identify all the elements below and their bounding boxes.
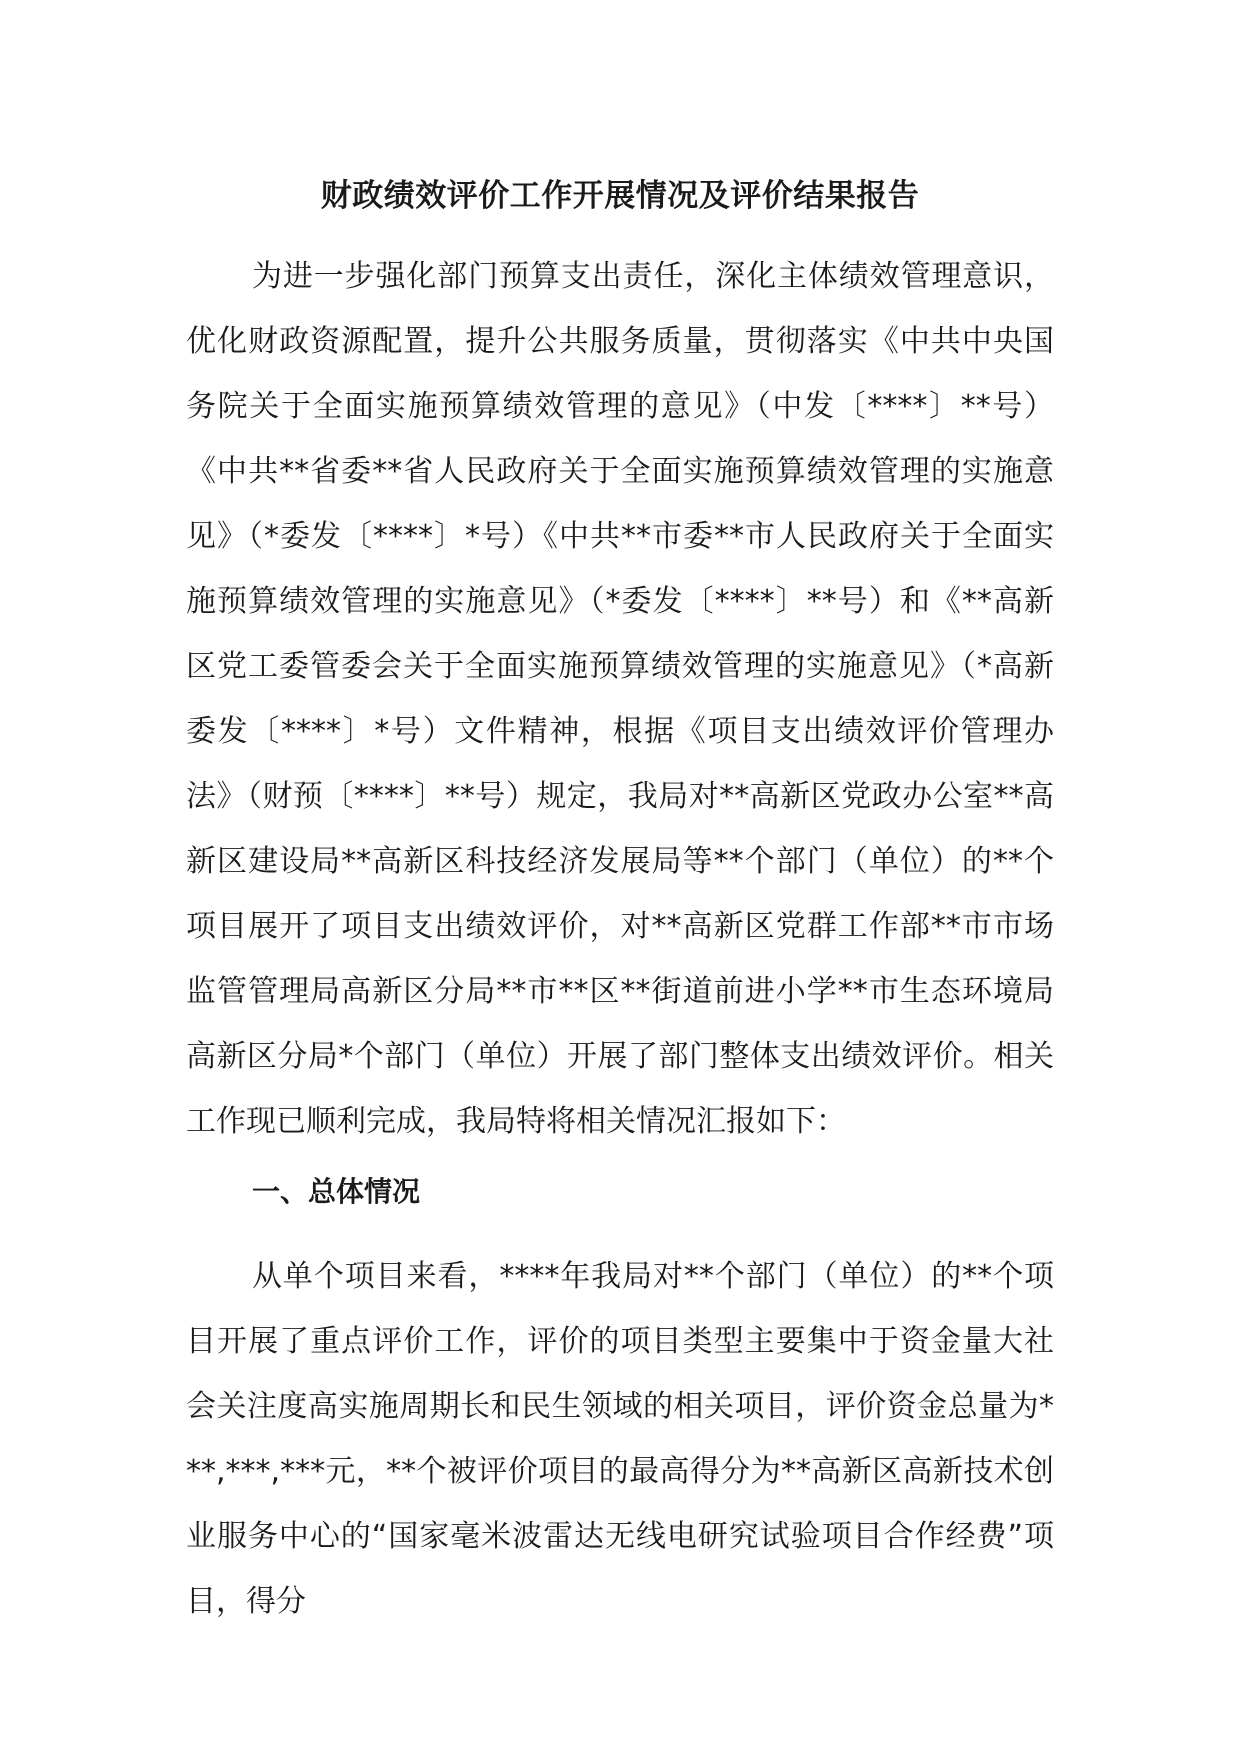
document-title: 财政绩效评价工作开展情况及评价结果报告: [320, 178, 920, 214]
section-heading-overall: 一、总体情况: [252, 1175, 421, 1208]
intro-paragraph: 为进一步强化部门预算支出责任，深化主体绩效管理意识，优化财政资源配置，提升公共服务质量，贯彻落实《中共中央国务院关于全面实施预算绩效管理的意见》（中发〔****〕**号）《中共**省委**省人民政府关于全面实施预算绩效管理的实施意见》（*委发〔****〕*号）《中共**市委**市人民政府关于全面实施预算绩效管理的实施意见》（*委发〔****〕**号）和《**高新区党工委管委会关于全面实施预算绩效管理的实施意见》（*高新委发〔****〕*号）文件精神，根据《项目支出绩效评价管理办法》（财预〔****〕**号）规定，我局对**高新区党政办公室**高新区建设局**高新区科技经济发展局等**个部门（单位）的**个项目展开了项目支出绩效评价，对**高新区党群工作部**市市场监管管理局高新区分局**市**区**街道前进小学**市生态环境局高新区分局*个部门（单位）开展了部门整体支出绩效评价。相关工作现已顺利完成，我局特将相关情况汇报如下：: [186, 259, 1054, 1139]
overall-paragraph: 从单个项目来看，****年我局对**个部门（单位）的**个项目开展了重点评价工作，评价的项目类型主要集中于资金量大社会关注度高实施周期长和民生领域的相关项目，评价资金总量为***,***,***元，**个被评价项目的最高得分为**高新区高新技术创业服务中心的“国家毫米波雷达无线电研究试验项目合作经费”项目，得分: [186, 1259, 1054, 1619]
